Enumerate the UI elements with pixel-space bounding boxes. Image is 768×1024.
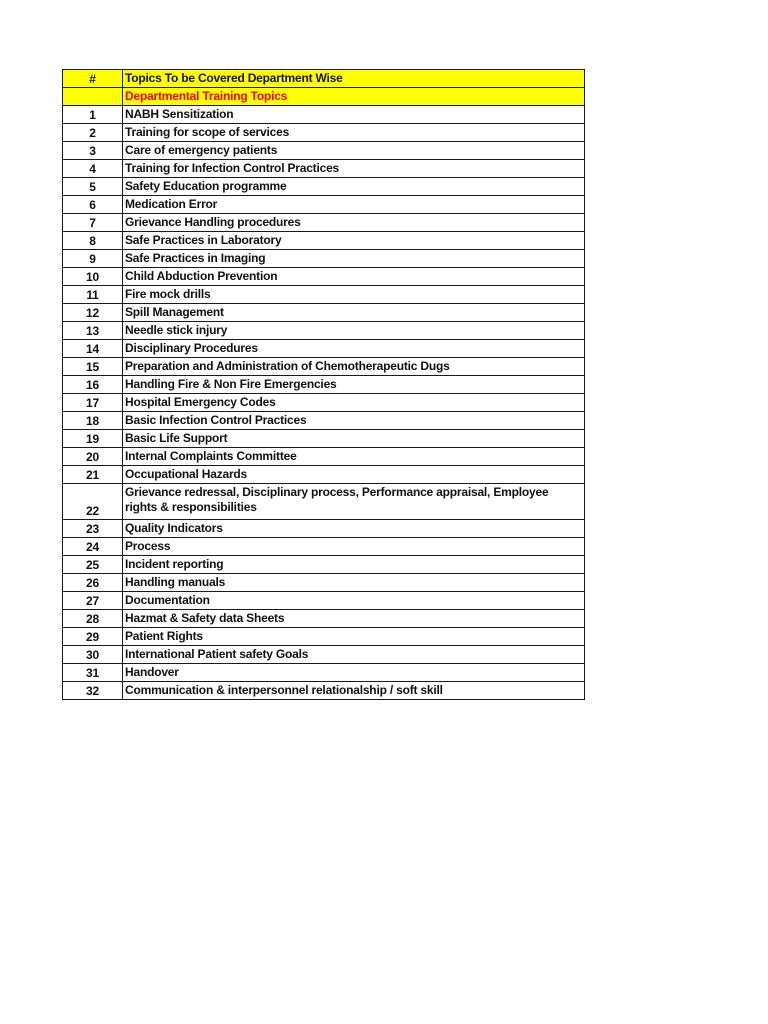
table-row [63,538,585,556]
row-number: 13 [63,322,123,340]
row-number: 10 [63,268,123,286]
row-topic: Grievance Handling procedures [123,214,585,232]
table-row [63,322,585,340]
row-topic: Occupational Hazards [123,466,585,484]
row-topic: Hazmat & Safety data Sheets [123,610,585,628]
row-topic: Training for scope of services [123,124,585,142]
topic-column-header: Topics To be Covered Department Wise [123,70,585,88]
row-number: 1 [63,106,123,124]
row-number: 19 [63,430,123,448]
row-number: 3 [63,142,123,160]
table-row [63,250,585,268]
row-number: 9 [63,250,123,268]
row-topic: Training for Infection Control Practices [123,160,585,178]
header-row [63,70,585,88]
training-topics-table [62,69,585,700]
table-row [63,232,585,250]
row-number: 2 [63,124,123,142]
row-number: 31 [63,664,123,682]
row-topic: Handover [123,664,585,682]
row-topic: Handling Fire & Non Fire Emergencies [123,376,585,394]
table-row [63,268,585,286]
row-topic: Safe Practices in Imaging [123,250,585,268]
row-topic: Child Abduction Prevention [123,268,585,286]
row-topic: Fire mock drills [123,286,585,304]
row-number: 8 [63,232,123,250]
table-row [63,394,585,412]
row-number: 27 [63,592,123,610]
row-topic: Grievance redressal, Disciplinary process, Performance appraisal, Employee rights & responsibilities [123,484,585,520]
row-topic: Hospital Emergency Codes [123,394,585,412]
row-topic: Preparation and Administration of Chemotherapeutic Dugs [123,358,585,376]
row-topic: Documentation [123,592,585,610]
row-number: 29 [63,628,123,646]
table-row [63,430,585,448]
section-row [63,88,585,106]
row-topic: Internal Complaints Committee [123,448,585,466]
row-number: 5 [63,178,123,196]
table-row [63,682,585,700]
row-number: 18 [63,412,123,430]
row-number: 15 [63,358,123,376]
table-row [63,592,585,610]
row-topic: Care of emergency patients [123,142,585,160]
table-row [63,142,585,160]
row-number: 11 [63,286,123,304]
row-topic: Safe Practices in Laboratory [123,232,585,250]
row-number: 14 [63,340,123,358]
row-number: 24 [63,538,123,556]
row-number: 25 [63,556,123,574]
row-number: 21 [63,466,123,484]
table-row [63,610,585,628]
table-row [63,556,585,574]
table-row [63,484,585,520]
table-row [63,628,585,646]
table-row [63,646,585,664]
table-row [63,304,585,322]
table-row [63,664,585,682]
section-number-cell [63,88,123,106]
row-topic: Basic Life Support [123,430,585,448]
row-topic: Quality Indicators [123,520,585,538]
row-topic: Safety Education programme [123,178,585,196]
row-number: 6 [63,196,123,214]
row-topic: Needle stick injury [123,322,585,340]
table-row [63,466,585,484]
row-topic: Spill Management [123,304,585,322]
table-row [63,574,585,592]
row-topic: Handling manuals [123,574,585,592]
row-number: 23 [63,520,123,538]
table-body [63,70,585,700]
table-row [63,178,585,196]
row-topic: International Patient safety Goals [123,646,585,664]
table-row [63,520,585,538]
table-row [63,160,585,178]
table-row [63,124,585,142]
table-row [63,358,585,376]
row-number: 4 [63,160,123,178]
table-row [63,448,585,466]
row-number: 32 [63,682,123,700]
row-topic: Incident reporting [123,556,585,574]
row-topic: Communication & interpersonnel relationalship / soft skill [123,682,585,700]
row-number: 7 [63,214,123,232]
row-number: 26 [63,574,123,592]
number-column-header: # [63,70,123,88]
table-row [63,340,585,358]
table-row [63,214,585,232]
row-topic: Process [123,538,585,556]
table-row [63,106,585,124]
table-row [63,286,585,304]
row-number: 20 [63,448,123,466]
row-number: 16 [63,376,123,394]
section-title: Departmental Training Topics [123,88,585,106]
row-number: 22 [63,484,123,520]
row-number: 28 [63,610,123,628]
row-topic: Patient Rights [123,628,585,646]
row-topic: Disciplinary Procedures [123,340,585,358]
row-number: 30 [63,646,123,664]
row-topic: Basic Infection Control Practices [123,412,585,430]
row-topic: NABH Sensitization [123,106,585,124]
row-topic: Medication Error [123,196,585,214]
row-number: 17 [63,394,123,412]
row-number: 12 [63,304,123,322]
table-row [63,196,585,214]
table-row [63,412,585,430]
table-row [63,376,585,394]
